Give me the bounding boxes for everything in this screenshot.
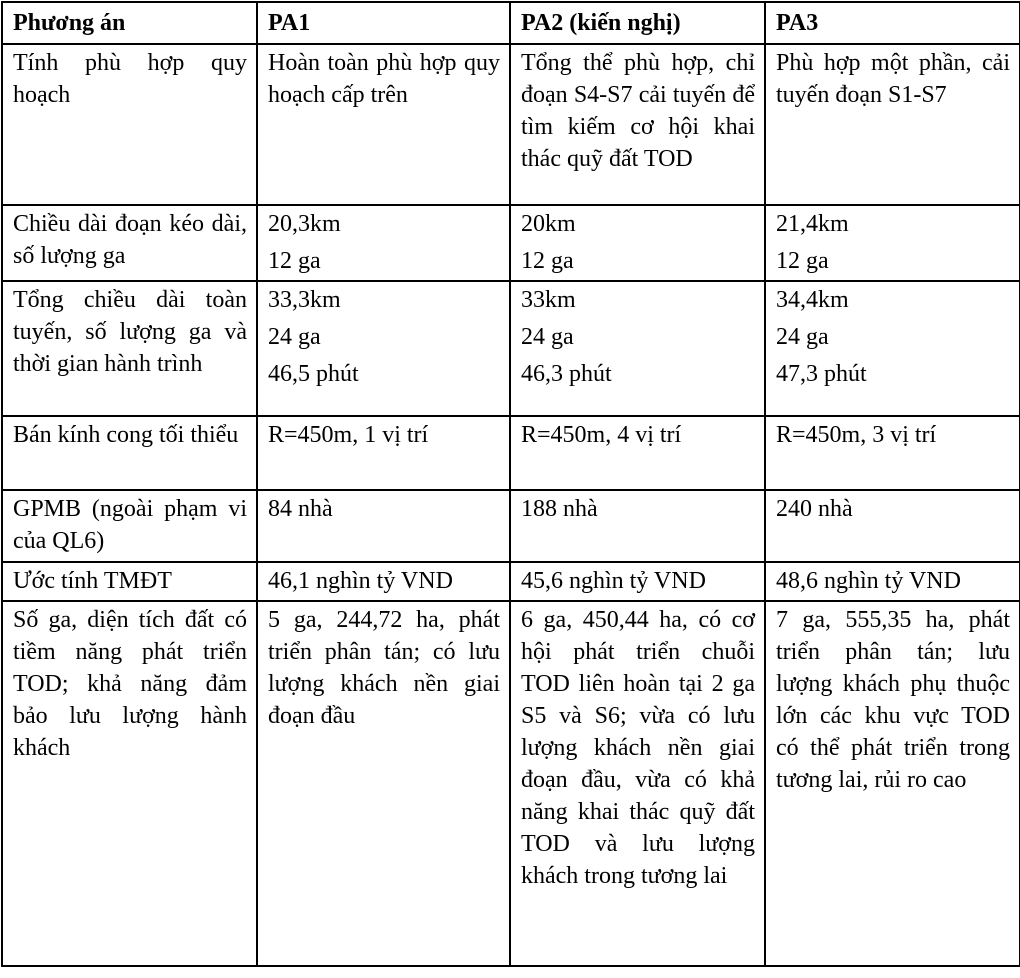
pa3-value: 12 ga [776, 248, 829, 274]
pa1-value: R=450m, 1 vị trí [268, 422, 429, 448]
comparison-table [1, 1, 1020, 967]
pa2-value: 6 ga, 450,44 ha, có cơ hội phát triển chuỗi TOD liên hoàn tại 2 ga S5 và S6; vừa có lưu lượng khách nền giai đoạn đầu, vừa có khả năng khai thác quỹ đất TOD và lưu lượng khách trong tương lai [521, 607, 755, 889]
table-row [2, 601, 1020, 966]
pa2-value: 46,3 phút [521, 361, 612, 387]
pa2-cell [510, 205, 765, 281]
pa1-cell [257, 416, 510, 490]
pa3-value: 240 nhà [776, 496, 853, 522]
pa2-value: 45,6 nghìn tỷ VND [521, 568, 706, 594]
pa2-value: 12 ga [521, 248, 574, 274]
pa1-cell [257, 205, 510, 281]
criterion-cell: Ước tính TMĐT [2, 562, 257, 601]
pa3-value: R=450m, 3 vị trí [776, 422, 937, 448]
criterion-cell: Chiều dài đoạn kéo dài, số lượng ga [2, 205, 257, 281]
pa1-value: 46,5 phút [268, 361, 359, 387]
pa1-value: 20,3km [268, 211, 341, 237]
pa1-value: 46,1 nghìn tỷ VND [268, 568, 453, 594]
pa1-value: Hoàn toàn phù hợp quy hoạch cấp trên [268, 50, 500, 108]
pa3-value: Phù hợp một phần, cải tuyến đoạn S1-S7 [776, 50, 1010, 108]
header-criterion: Phương án [2, 2, 257, 44]
table-row [2, 562, 1020, 601]
pa2-value: 20km [521, 211, 576, 237]
pa2-value: 24 ga [521, 324, 574, 350]
pa1-cell [257, 281, 510, 416]
pa2-cell [510, 601, 765, 966]
criterion-cell: GPMB (ngoài phạm vi của QL6) [2, 490, 257, 562]
table-row [2, 490, 1020, 562]
pa1-value: 5 ga, 244,72 ha, phát triển phân tán; có lưu lượng khách nền giai đoạn đầu [268, 607, 500, 729]
pa3-cell [765, 205, 1020, 281]
header-pa3: PA3 [765, 2, 1020, 44]
pa3-cell [765, 562, 1020, 601]
criterion-cell: Tổng chiều dài toàn tuyến, số lượng ga và thời gian hành trình [2, 281, 257, 416]
header-pa2: PA2 (kiến nghị) [510, 2, 765, 44]
pa3-value: 47,3 phút [776, 361, 867, 387]
pa3-cell [765, 601, 1020, 966]
pa1-cell [257, 44, 510, 205]
pa3-cell [765, 44, 1020, 205]
pa2-value: R=450m, 4 vị trí [521, 422, 682, 448]
pa3-cell [765, 416, 1020, 490]
pa2-cell [510, 44, 765, 205]
pa1-cell [257, 601, 510, 966]
pa3-value: 48,6 nghìn tỷ VND [776, 568, 961, 594]
header-pa1: PA1 [257, 2, 510, 44]
pa1-cell [257, 562, 510, 601]
table-row [2, 281, 1020, 416]
pa3-value: 34,4km [776, 287, 849, 313]
table-row [2, 44, 1020, 205]
pa2-cell [510, 416, 765, 490]
pa2-cell [510, 490, 765, 562]
criterion-cell: Tính phù hợp quy hoạch [2, 44, 257, 205]
table-row [2, 416, 1020, 490]
pa3-cell [765, 490, 1020, 562]
pa3-cell [765, 281, 1020, 416]
pa3-value: 24 ga [776, 324, 829, 350]
pa2-value: 33km [521, 287, 576, 313]
table-row [2, 205, 1020, 281]
pa1-value: 84 nhà [268, 496, 333, 522]
criterion-cell: Bán kính cong tối thiểu [2, 416, 257, 490]
header-row [2, 2, 1020, 44]
pa3-value: 7 ga, 555,35 ha, phát triển phân tán; lưu lượng khách phụ thuộc lớn các khu vực TOD có thể phát triển trong tương lai, rủi ro cao [776, 607, 1010, 793]
pa2-value: Tổng thể phù hợp, chỉ đoạn S4-S7 cải tuyến để tìm kiếm cơ hội khai thác quỹ đất TOD [521, 50, 755, 172]
pa2-cell [510, 281, 765, 416]
pa1-value: 12 ga [268, 248, 321, 274]
pa1-cell [257, 490, 510, 562]
criterion-cell: Số ga, diện tích đất có tiềm năng phát triển TOD; khả năng đảm bảo lưu lượng hành khách [2, 601, 257, 966]
pa1-value: 24 ga [268, 324, 321, 350]
pa2-cell [510, 562, 765, 601]
pa2-value: 188 nhà [521, 496, 598, 522]
pa1-value: 33,3km [268, 287, 341, 313]
pa3-value: 21,4km [776, 211, 849, 237]
